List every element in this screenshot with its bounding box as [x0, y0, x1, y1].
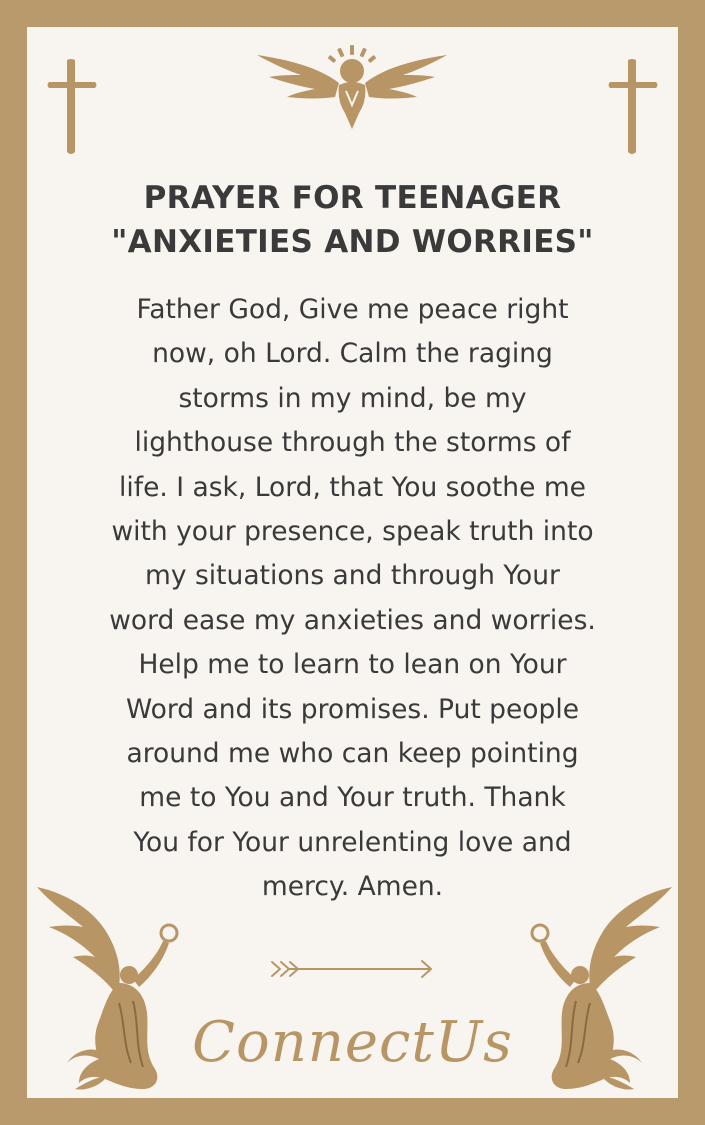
winged-sun-emblem-icon — [255, 45, 449, 131]
prayer-text — [60, 288, 645, 910]
prayer-line: Father God, Give me peace right — [136, 294, 569, 325]
prayer-line: now, oh Lord. Calm the raging — [152, 338, 553, 370]
cross-icon — [45, 58, 99, 156]
prayer-line: Word and its promises. Put people — [125, 693, 580, 725]
prayer-line: with your presence, speak truth into — [111, 516, 594, 548]
prayer-line: storms in my mind, be my — [178, 382, 527, 414]
title-line-1: PRAYER FOR TEENAGER — [143, 180, 562, 216]
prayer-line: word ease my anxieties and worries. — [109, 604, 596, 636]
prayer-line: life. I ask, Lord, that You soothe me — [119, 471, 586, 503]
arrow-icon — [266, 956, 438, 982]
prayer-line: lighthouse through the storms of — [134, 427, 571, 459]
title-line-2: "ANXIETIES AND WORRIES" — [111, 224, 594, 260]
prayer-line: around me who can keep pointing — [126, 738, 579, 770]
prayer-line: Help me to learn to lean on Your — [138, 649, 567, 681]
prayer-line: mercy. Amen. — [261, 871, 444, 903]
prayer-line: You for Your unrelenting love and — [133, 826, 572, 858]
prayer-line: my situations and through Your — [145, 560, 560, 592]
cross-icon — [606, 58, 660, 156]
prayer-line: me to You and Your truth. Thank — [139, 782, 566, 814]
connectus-logo: ConnectUs — [192, 1010, 513, 1075]
